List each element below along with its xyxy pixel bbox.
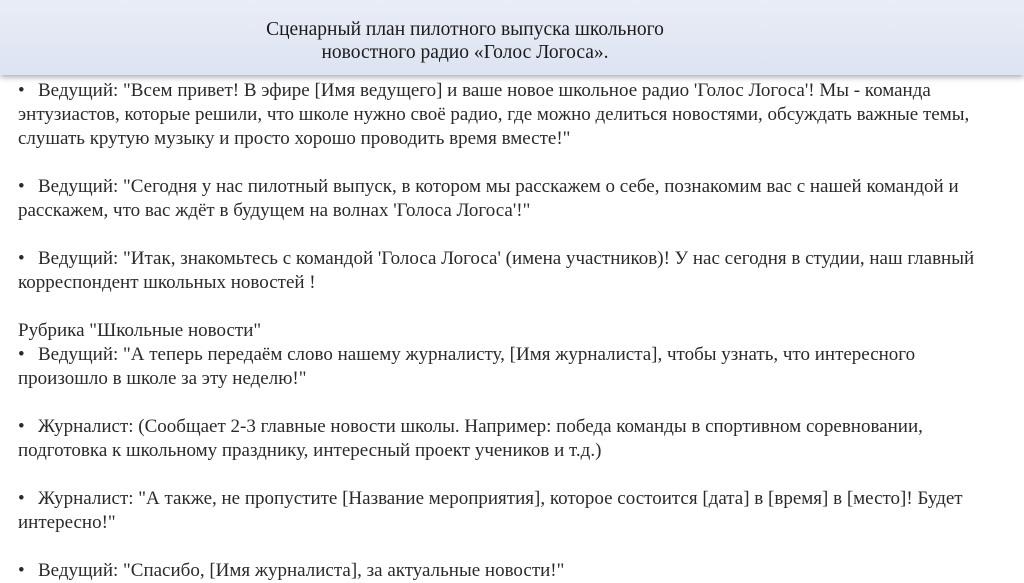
bullet-icon: •	[18, 176, 25, 197]
script-item	[18, 487, 1008, 535]
slide-title-line-1: Сценарный план пилотного выпуска школьного	[266, 19, 664, 40]
script-item	[18, 559, 1008, 583]
slide-body	[18, 79, 1008, 583]
slide-header	[0, 0, 1024, 75]
bullet-icon: •	[18, 80, 25, 101]
section-heading: Рубрика "Школьные новости"	[18, 320, 262, 341]
script-item	[18, 79, 1008, 151]
bullet-icon: •	[18, 248, 25, 269]
bullet-icon: •	[18, 416, 25, 437]
script-item	[18, 247, 1008, 295]
bullet-icon: •	[18, 344, 25, 365]
script-item-text: Ведущий: "Сегодня у нас пилотный выпуск, в котором мы расскажем о себе, познакомим вас с нашей командой и расскажем, что вас ждёт в будущем на волнах 'Голоса Логоса'!"	[18, 176, 959, 221]
script-item-text: Журналист: "А также, не пропустите [Название мероприятия], которое состоится [дата] в [время] в [место]! Будет интересно!"	[18, 488, 963, 533]
bullet-icon: •	[18, 488, 25, 509]
script-item-text: Ведущий: "Спасибо, [Имя журналиста], за актуальные новости!"	[38, 560, 565, 581]
script-item-text: Ведущий: "Всем привет! В эфире [Имя ведущего] и ваше новое школьное радио 'Голос Логоса'! Мы - команда энтузиастов, которые решили, что школе нужно своё радио, где можно делиться новостями, обсуждать важные темы, слушать крутую музыку и просто хорошо проводить время вместе!"	[18, 80, 970, 149]
slide-title-line-2: новостного радио «Голос Логоса».	[321, 42, 609, 63]
bullet-icon: •	[18, 560, 25, 581]
script-item-text: Журналист: (Сообщает 2-3 главные новости школы. Например: победа команды в спортивном соревновании, подготовка к школьному празднику, интересный проект учеников и т.д.)	[18, 416, 923, 461]
script-item-text: Ведущий: "Итак, знакомьтесь с командой 'Голоса Логоса' (имена участников)! У нас сегодня в студии, наш главный корреспондент школьных новостей !	[18, 248, 975, 293]
slide-title	[0, 18, 930, 64]
script-item	[18, 415, 1008, 463]
script-item	[18, 175, 1008, 223]
script-item-text: Ведущий: "А теперь передаём слово нашему журналисту, [Имя журналиста], чтобы узнать, что интересного произошло в школе за эту неделю!"	[18, 344, 916, 389]
script-item	[18, 343, 1008, 391]
